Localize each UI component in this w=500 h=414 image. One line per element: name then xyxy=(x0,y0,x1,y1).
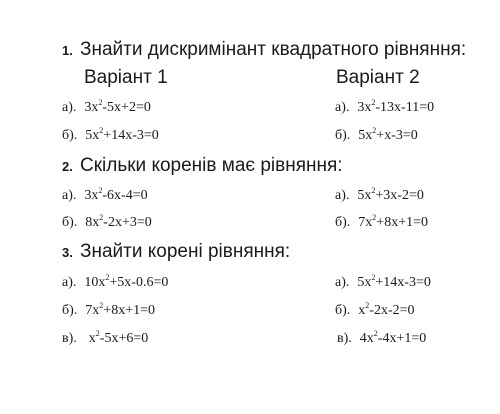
task-1-left-item-a xyxy=(62,99,151,115)
item-letter: а). xyxy=(62,188,77,203)
item-letter: а). xyxy=(62,100,77,115)
equation: $10x^2+5x-0.6=0$ xyxy=(84,273,169,290)
equation: $x^2-5x+6=0$ xyxy=(88,329,149,346)
task-3-left-item-a xyxy=(62,274,168,290)
task-2-left-item-b xyxy=(62,214,152,230)
item-letter: а). xyxy=(335,275,350,290)
equation: $5x^2+x-3=0$ xyxy=(358,126,418,143)
task-3-right-item-c xyxy=(337,330,426,346)
task-1-title: Знайти дискримінант квадратного рівняння: xyxy=(80,39,467,60)
equation: $3x^2-13x-11=0$ xyxy=(357,98,435,115)
equation: $4x^2-4x+1=0$ xyxy=(359,329,427,346)
task-2-right-item-a xyxy=(335,187,424,203)
equation: $x^2-2x-2=0$ xyxy=(358,301,415,318)
equation: $3x^2-6x-4=0$ xyxy=(84,186,148,203)
item-letter: б). xyxy=(335,215,351,230)
equation: $7x^2+8x+1=0$ xyxy=(358,213,428,230)
item-letter: а). xyxy=(335,100,350,115)
item-letter: б). xyxy=(62,128,78,143)
variant-1-label: Варіант 1 xyxy=(84,67,168,88)
task-2-right-item-b xyxy=(335,214,428,230)
task-1-left-item-b xyxy=(62,127,159,143)
task-2-title: Скільки коренів має рівняння: xyxy=(80,155,343,176)
task-1-number: 1. xyxy=(62,43,73,58)
task-3-left-item-b xyxy=(62,302,155,318)
equation: $8x^2-2x+3=0$ xyxy=(85,213,152,230)
equation: $5x^2+3x-2=0$ xyxy=(357,186,424,203)
task-3-number: 3. xyxy=(62,245,73,260)
item-letter: в). xyxy=(62,331,77,346)
task-1-right-item-a xyxy=(335,99,434,115)
equation: $5x^2+14x-3=0$ xyxy=(85,126,159,143)
equation: $7x^2+8x+1=0$ xyxy=(85,301,155,318)
equation: $3x^2-5x+2=0$ xyxy=(84,98,151,115)
task-3-title: Знайти корені рівняння: xyxy=(80,241,291,262)
variant-2-label: Варіант 2 xyxy=(336,67,420,88)
task-3-left-item-c xyxy=(62,330,148,346)
item-letter: б). xyxy=(335,303,351,318)
equation: $5x^2+14x-3=0$ xyxy=(357,273,431,290)
task-3-right-item-a xyxy=(335,274,431,290)
item-letter: а). xyxy=(62,275,77,290)
task-3-right-item-b xyxy=(335,302,415,318)
task-2-number: 2. xyxy=(62,159,73,174)
item-letter: б). xyxy=(62,303,78,318)
item-letter: в). xyxy=(337,331,352,346)
item-letter: б). xyxy=(335,128,351,143)
task-1-right-item-b xyxy=(335,127,418,143)
item-letter: б). xyxy=(62,215,78,230)
item-letter: а). xyxy=(335,188,350,203)
task-2-left-item-a xyxy=(62,187,148,203)
